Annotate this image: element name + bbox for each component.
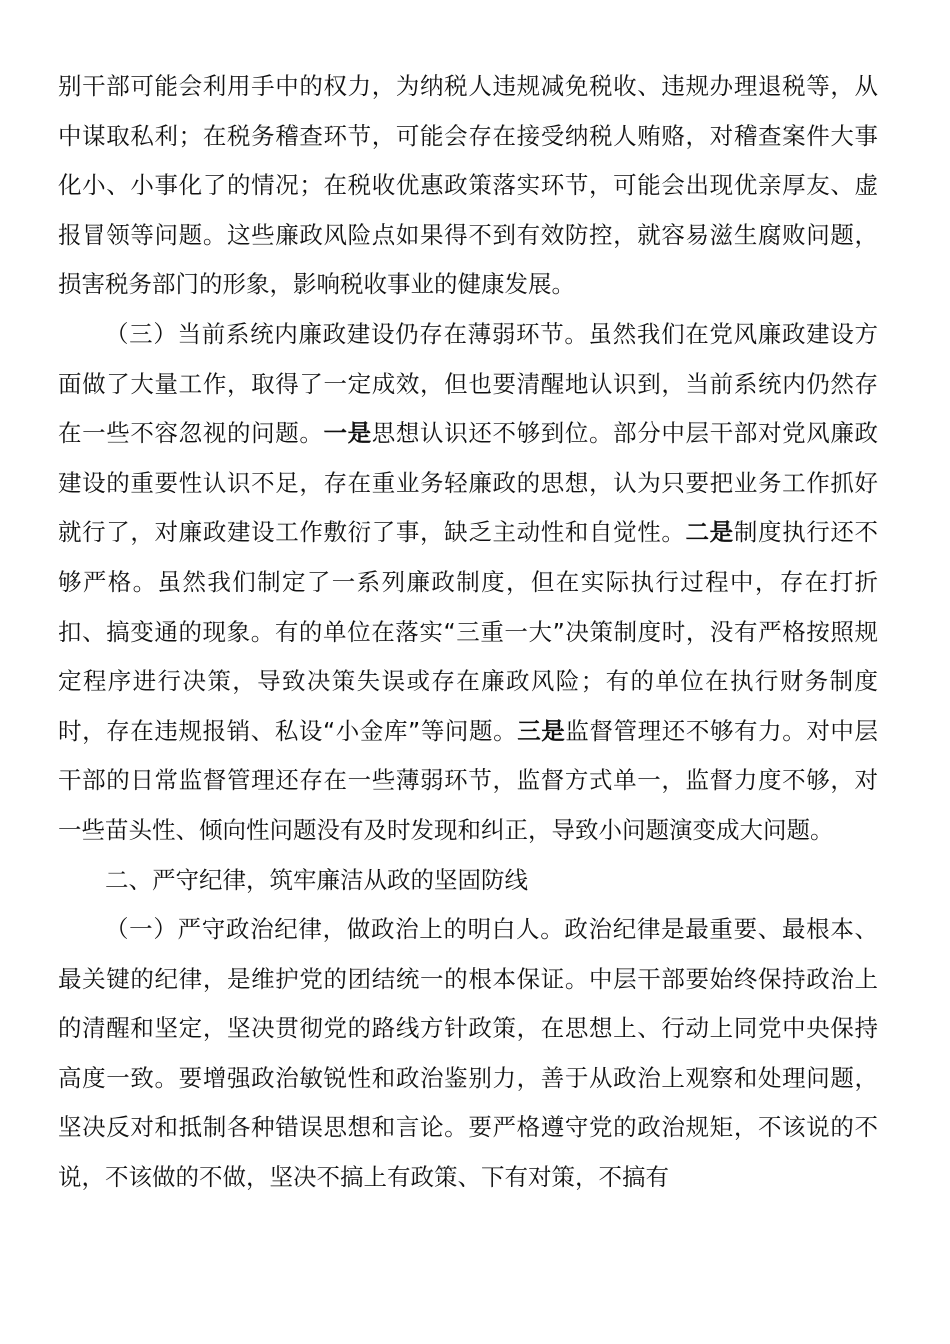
- paragraph-weak-links: [58, 310, 878, 856]
- paragraph-text: （一）严守政治纪律，做政治上的明白人。政治纪律是最重要、最根本、最关键的纪律，是维护党的团结统一的根本保证。中层干部要始终保持政治上的清醒和坚定，坚决贯彻党的路线方针政策，在思想上、行动上同党中央保持高度一致。要增强政治敏锐性和政治鉴别力，善于从政治上观察和处理问题，坚决反对和抵制各种错误思想和言论。要严格遵守党的政治规矩，不该说的不说，不该做的不做，坚决不搞上有政策、下有对策，不搞有: [58, 915, 878, 1192]
- paragraph-political-discipline: [58, 905, 878, 1203]
- emphasis-first: 一是: [323, 419, 372, 448]
- emphasis-third: 三是: [517, 716, 566, 745]
- paragraph-text: 制度执行还不够严格。虽然我们制定了一系列廉政制度，但在实际执行过程中，存在打折扣、搞变通的现象。有的单位在落实“三重一大”决策制度时，没有严格按照规定程序进行决策，导致决策失误或存在廉政风险；有的单位在执行财务制度时，存在违规报销、私设“小金库”等问题。: [58, 518, 879, 745]
- paragraph-text: 监督管理还不够有力。对中层干部的日常监督管理还存在一些薄弱环节，监督方式单一，监督力度不够，对一些苗头性、倾向性问题没有及时发现和纠正，导致小问题演变成大问题。: [58, 716, 878, 844]
- paragraph-text: 别干部可能会利用手中的权力，为纳税人违规减免税收、违规办理退税等，从中谋取私利；在税务稽查环节，可能会存在接受纳税人贿赂，对稽查案件大事化小、小事化了的情况；在税收优惠政策落实环节，可能会出现优亲厚友、虚报冒领等问题。这些廉政风险点如果得不到有效防控，就容易滋生腐败问题，损害税务部门的形象，影响税收事业的健康发展。: [58, 72, 878, 299]
- heading-text: 二、严守纪律，筑牢廉洁从政的坚固防线: [105, 865, 528, 894]
- paragraph-risk-points: [58, 62, 878, 310]
- emphasis-second: 二是: [685, 518, 734, 547]
- document-page: [58, 62, 878, 1203]
- section-heading: [58, 856, 878, 906]
- paragraph-text: 思想认识还不够到位。部分中层干部对党风廉政建设的重要性认识不足，存在重业务轻廉政的思想，认为只要把业务工作抓好就行了，对廉政建设工作敷衍了事，缺乏主动性和自觉性。: [58, 419, 879, 547]
- paragraph-text: （三）当前系统内廉政建设仍存在薄弱环节。虽然我们在党风廉政建设方面做了大量工作，取得了一定成效，但也要清醒地认识到，当前系统内仍然存在一些不容忽视的问题。: [58, 319, 878, 448]
